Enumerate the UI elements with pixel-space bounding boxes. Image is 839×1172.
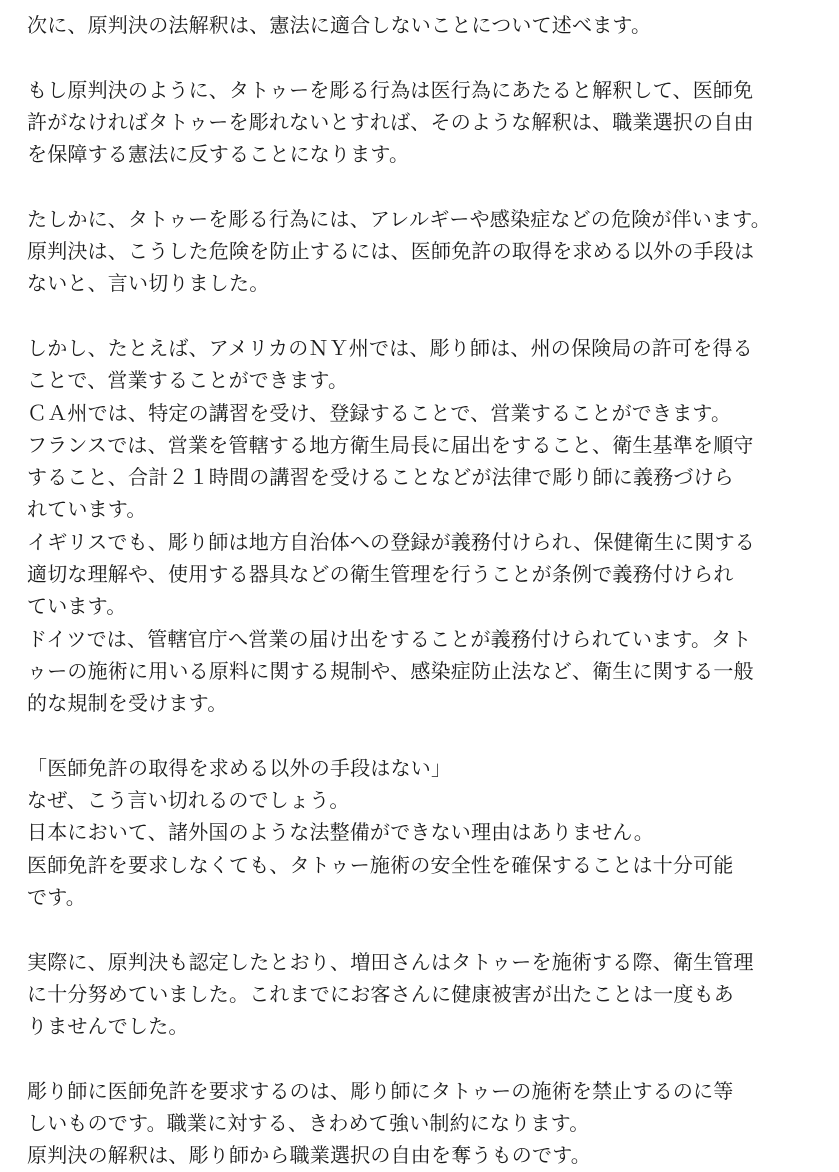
text-line: 許がなければタトゥーを彫れないとすれば、そのような解釈は、職業選択の自由 [27,109,754,134]
text-line: です。 [27,885,86,910]
text-line: 彫り師に医師免許を要求するのは、彫り師にタトゥーの施術を禁止するのに等 [27,1078,734,1103]
text-line: ています。 [27,594,127,619]
paragraph-question [27,752,817,913]
text-line: を保障する憲法に反することになります。 [27,142,410,167]
text-line: 日本において、諸外国のような法整備ができない理由はありません。 [27,820,654,845]
text-line: たしかに、タトゥーを彫る行為には、アレルギーや感染症などの危険が伴います。 [27,206,771,231]
paragraph-hygiene-record [27,946,817,1043]
text-line: ゥーの施術に用いる原料に関する規制や、感染症防止法など、衛生に関する一般 [27,658,754,683]
text-line: 的な規制を受けます。 [27,691,228,716]
paragraph-conclusion [27,1075,817,1172]
text-line: ドイツでは、管轄官庁へ営業の届け出をすることが義務付けられています。タト [27,626,752,651]
text-line: ないと、言い切りました。 [27,271,270,296]
paragraph-gap [27,41,817,73]
text-line: イギリスでも、彫り師は地方自治体への登録が義務付けられ、保健衛生に関する [27,529,755,554]
text-line: 次に、原判決の法解釈は、憲法に適合しないことについて述べます。 [27,13,652,37]
text-line: れています。 [27,497,147,522]
paragraph-constitution [27,74,817,171]
paragraph-risks [27,203,817,300]
text-line: ことで、営業することができます。 [27,368,349,393]
paragraph-gap [27,300,817,332]
text-line: 医師免許を要求しなくても、タトゥー施術の安全性を確保することは十分可能 [27,852,734,877]
paragraph-gap [27,170,817,202]
text-line: 実際に、原判決も認定したとおり、増田さんはタトゥーを施術する際、衛生管理 [27,949,754,974]
text-line: もし原判決のように、タトゥーを彫る行為は医行為にあたると解釈して、医師免 [27,77,754,102]
text-line: なぜ、こう言い切れるのでしょう。 [27,788,350,813]
paragraph-intro [27,9,817,41]
document-body [27,9,817,1172]
text-line: 原判決は、こうした危険を防止するには、医師免許の取得を求める以外の手段は [27,239,755,264]
text-line: に十分努めていました。これまでにお客さんに健康被害が出たことは一度もあ [27,981,734,1006]
paragraph-foreign-examples [27,332,817,720]
text-line: 適切な理解や、使用する器具などの衛生管理を行うことが条例で義務付けられ [27,562,734,587]
paragraph-gap [27,913,817,945]
text-line: すること、合計２１時間の講習を受けることなどが法律で彫り師に義務づけら [27,465,734,490]
text-line: しいものです。職業に対する、きわめて強い制約になります。 [27,1111,590,1136]
text-line: フランスでは、営業を管轄する地方衛生局長に届出をすること、衛生基準を順守 [27,432,754,457]
text-line: りませんでした。 [27,1014,189,1039]
text-line: 「医師免許の取得を求める以外の手段はない」 [27,755,452,780]
text-line: ＣＡ州では、特定の講習を受け、登録することで、営業することができます。 [27,400,732,425]
paragraph-gap [27,720,817,752]
text-line: 原判決の解釈は、彫り師から職業選択の自由を奪うものです。 [27,1143,591,1168]
paragraph-gap [27,1043,817,1075]
text-line: しかし、たとえば、アメリカのＮＹ州では、彫り師は、州の保険局の許可を得る [27,335,753,360]
